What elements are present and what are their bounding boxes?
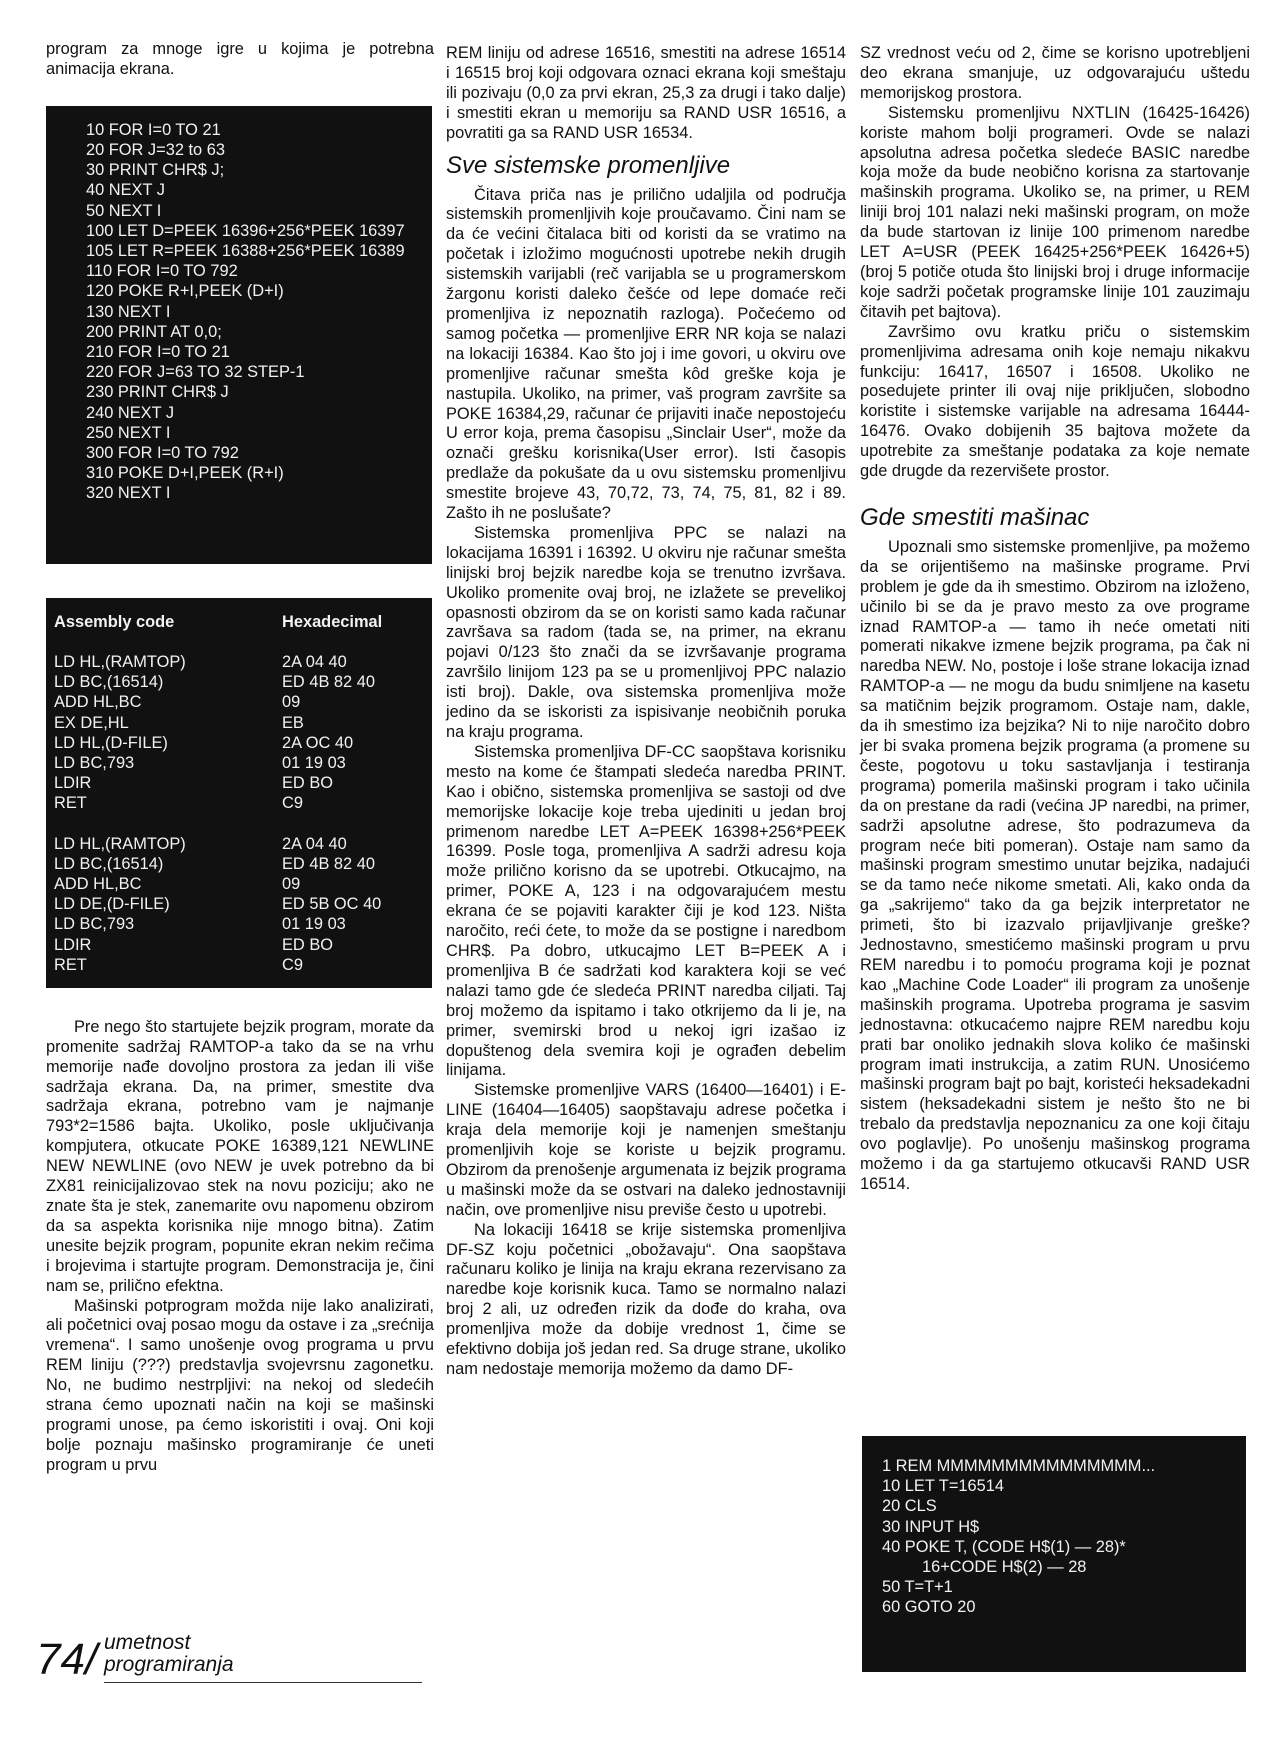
asm-instruction: LD BC,793: [54, 915, 135, 934]
code-line: 20 FOR J=32 to 63: [86, 141, 225, 160]
code-line: 50 T=T+1: [882, 1578, 953, 1597]
asm-instruction: ADD HL,BC: [54, 875, 142, 894]
assembly-row: [54, 935, 426, 955]
asm-instruction: EX DE,HL: [54, 713, 129, 732]
body-paragraph: Upoznali smo sistemske promenljive, pa možemo da se orijentišemo na mašinske programe. Prvi problem je gde da ih smestimo. Obzirom na izloženo, učinilo bi se da je pravo mesto za ove programe iznad RAMTOP-a — tamo ih neće ometati niti pomerati nikakve izmene bejzik programa, pa čak ni naredba NEW. No, postoje i loše strane lokacija iznad RAMTOP-a — ne mogu da budu snimljene na kasetu sa matičnim bejzik programom. Ostaje nam, dakle, da ih smestimo iza bejzika? Ni to nije naročito dobro jer bi svaka promena bejzik programa (a promene su česte, pogotovu u toku sastavljanja i testiranja programa) pomerila mašinski program i tako učinila da on prestane da radi (većina JP naredbi, na primer, sadrži apsolutne adrese, što podrazumeva da program neće biti pomeran). Ostaje nam samo da mašinski program smestimo unutar bejzika, nadajući se da tamo neće nikome smetati. Ali, kako onda da ga „sakrijemo“ tako da ga bejzik interpretator ne primeti, što bi izazvalo prijavljivanje greške? Jednostavno, smestićemo mašinski program u prvu REM naredbu i to pomoću programa koji je poznat kao „Machine Code Loader“ ili program za unošenje mašinskih programa. Upotreba programa je sasvim jednostavna: otkucaćemo najpre REM naredbu koju prati bar onoliko jednakih slova koliko će mašinski program imati instrukcija, a zatim RUN. Unosićemo mašinski program bajt po bajt, koristeći heksadekadni sistem (heksadekadni sistem je nešto što ne bi trebalo da predstavlja nepoznanicu za one koji čitaju ovo poglavlje). Po unošenju mašinskog programa možemo i da ga startujemo otkucavši RAND USR 16514.: [860, 537, 1250, 1193]
code-line: 240 NEXT J: [86, 403, 175, 422]
column-1: [46, 40, 434, 1476]
code-line: 220 FOR J=63 TO 32 STEP-1: [86, 363, 305, 382]
body-paragraph: Sistemsku promenljivu NXTLIN (16425-16426) koriste mahom bolji programeri. Ovde se nalazi apsolutna adresa početka sledeće BASIC naredbe koja može da bude neobično korisna za startovanje mašinskih programa. Ukoliko se, na primer, u REM liniji broj 101 nalazi neki mašinski program, on može da bude startovan iz linije 100 primenom naredbe LET A=USR (PEEK 16425+256*PEEK 16426+5) (broj 5 potiče otuda što linijski broj i druge informacije koje sadrži početak programske linije 101 zauzimaju čitavih pet bajtova).: [860, 103, 1250, 321]
assembly-table: [46, 598, 432, 988]
code-line: 16+CODE H$(2) — 28: [922, 1558, 1087, 1577]
asm-instruction: LDIR: [54, 935, 92, 954]
asm-instruction: LD BC,(16514): [54, 673, 164, 692]
body-paragraph: SZ vrednost veću od 2, čime se korisno upotrebljeni deo ekrana smanjuje, uz odgovarajuću uštedu memorijskog prostora.: [860, 44, 1250, 102]
asm-instruction: LD HL,(RAMTOP): [54, 653, 186, 672]
code-line: 120 POKE R+I,PEEK (D+I): [86, 282, 284, 301]
assembly-row: [54, 692, 426, 712]
body-paragraph: Sistemske promenljive VARS (16400—16401) i E-LINE (16404—16405) saopštavaju adrese početka i kraja dela memorije koji je namenjen smeštanju promenljivih koje se koriste u bejzik programu. Obzirom da prenošenje argumenata iz bejzik programa u mašinski može da se ostvari na daleko jednostavniji način, ove promenljive nisu previše često u upotrebi.: [446, 1081, 846, 1219]
intro-paragraph: program za mnoge igre u kojima je potrebna animacija ekrana.: [46, 40, 434, 78]
assembly-row: [54, 652, 426, 672]
assembly-column-header: Assembly code: [54, 612, 175, 631]
asm-instruction: RET: [54, 794, 87, 813]
asm-instruction: ADD HL,BC: [54, 693, 142, 712]
asm-instruction: LD BC,(16514): [54, 854, 164, 873]
section-title-line-2: programiranja: [104, 1653, 234, 1676]
asm-instruction: RET: [54, 955, 87, 974]
hex-code: 2A 04 40: [282, 653, 347, 672]
code-line: 20 CLS: [882, 1497, 937, 1516]
code-line: 105 LET R=PEEK 16388+256*PEEK 16389: [86, 242, 405, 261]
code-line: 130 NEXT I: [86, 302, 171, 321]
body-paragraph: Pre nego što startujete bejzik program, morate da promenite sadržaj RAMTOP-a tako da se na vrhu memorije nađe dovoljno prostora za jedan ili više sadržaja ekrana. Da, na primer, smestite dva sadržaja ekrana, potrebno vam je najmanje 793*2=1586 bajta. Ukoliko, posle uključivanja kompjutera, otkucate POKE 16389,121 NEWLINE NEW NEWLINE (ovo NEW je uvek potrebno da bi ZX81 reinicijalizovao stek na novu poziciju; ako ne znate šta je stek, zanemarite ovu napomenu obzirom da sa aspekta korisnika nije mnogo bitna). Zatim unesite bejzik program, popunite ekran nekim rečima i brojevima i startujte program. Demonstracija je, čini nam se, prilično efektna.: [46, 1017, 434, 1295]
section-heading: Sve sistemske promenljive: [446, 151, 731, 179]
hex-code: 09: [282, 693, 301, 712]
assembly-row: [54, 874, 426, 894]
assembly-row: [54, 753, 426, 773]
hex-code: C9: [282, 794, 303, 813]
code-line: 10 FOR I=0 TO 21: [86, 120, 221, 139]
hex-code: 09: [282, 875, 301, 894]
magazine-section-title: [104, 1632, 234, 1676]
code-line: 30 INPUT H$: [882, 1517, 980, 1536]
assembly-row: [54, 854, 426, 874]
code-line: 10 LET T=16514: [882, 1477, 1004, 1496]
hex-code: 01 19 03: [282, 915, 346, 934]
hex-code: 2A 04 40: [282, 834, 347, 853]
footer-rule: [104, 1682, 422, 1683]
hex-code: C9: [282, 955, 303, 974]
body-paragraph: Čitava priča nas je prilično udaljila od područja sistemskih promenljivih koje proučavamo. Čini nam se da će većini čitalaca biti od koristi da se vratimo na početak i izložimo mogućnosti upotrebe nekih drugih sistemskih varijabli (reč varijabla se u programerskom žargonu koristi daleko češće od lepe domaće reči promenljiva iz nepoznatih razloga). Počećemo od samog početka — promenljive ERR NR koja se nalazi na lokaciji 16384. Kao što joj i ime govori, u okviru ove promenljive računar smešta kôd greške koja je nastupila. Ukoliko, na primer, vaš program završite sa POKE 16384,29, računar će prijaviti inače nepostojeću U error koja, prema časopisu „Sinclair User“, može da označi grešku korisnika(User error). Isti časopis predlaže da pokušate da u ovu sistemsku promenljivu smestite brojeve 43, 70,72, 73, 74, 75, 81, 82 i 89. Zašto ih ne poslušate?: [446, 185, 846, 523]
column-2: [446, 44, 846, 1380]
code-line: 230 PRINT CHR$ J: [86, 383, 229, 402]
assembly-row: [54, 834, 426, 854]
hex-column-header: Hexadecimal: [282, 612, 383, 631]
hex-code: EB: [282, 713, 304, 732]
asm-instruction: LD BC,793: [54, 754, 135, 773]
code-line: 300 FOR I=0 TO 792: [86, 444, 239, 463]
hex-code: 2A OC 40: [282, 733, 354, 752]
assembly-row: [54, 914, 426, 934]
code-line: 310 POKE D+I,PEEK (R+I): [86, 464, 284, 483]
body-paragraph: Završimo ovu kratku priču o sistemskim promenljivima adresama onih koje nemaju nikakvu funkciju: 16417, 16507 i 16508. Ukoliko ne posedujete printer ili ovaj nije priključen, slobodno koristite i sistemske varijable na adresama 16444-16476. Ovako dobijenih 35 bajtova možete da upotrebite za smeštanje podataka za koje nemate gde drugde da rezervišete prostor.: [860, 322, 1250, 481]
assembly-row: [54, 672, 426, 692]
assembly-row: [54, 713, 426, 733]
body-paragraph: Sistemska promenljiva DF-CC saopštava korisniku mesto na kome će štampati sledeća naredba PRINT. Kao i obično, sistemska promenljiva se sastoji od dve memorijske lokacije koje treba ujediniti u jedan broj primenom naredbe LET A=PEEK 16398+256*PEEK 16399. Posle toga, promenljiva A sadrži adresu koja može prilično korisno da se upotrebi. Otkucajmo, na primer, POKE A, 123 i na odgovarajućem mestu ekrana će se pojaviti karakter čiji je kod 123. Ništa naročito, reći ćete, to može da se postigne i naredbom CHR$. Pa dobro, utkucajmo LET B=PEEK A i promenljiva B će sadržati kod karaktera koji se već nalazi tamo gde će sledeća PRINT naredba ciljati. Taj broj možemo da ispitamo i tako otkrijemo da li je, na primer, svemirski brod u nekoj igri izašao iz dopuštenog dela svemira koji je ograđen debelim linijama.: [446, 742, 846, 1080]
code-line: 100 LET D=PEEK 16396+256*PEEK 16397: [86, 221, 405, 240]
code-line: 320 NEXT I: [86, 484, 171, 503]
code-line: 50 NEXT I: [86, 201, 162, 220]
assembly-row: [54, 894, 426, 914]
code-line: 210 FOR I=0 TO 21: [86, 343, 230, 362]
code-line: 30 PRINT CHR$ J;: [86, 161, 225, 180]
assembly-row: [54, 733, 426, 753]
hex-code: ED BO: [282, 774, 334, 793]
body-paragraph: Sistemska promenljiva PPC se nalazi na lokacijama 16391 i 16392. U okviru nje računar smešta linijski broj bejzik naredbe koja se trenutno izvršava. Ukoliko promenite ovaj broj, ne izlažete se prevelikoj opasnosti obzirom da se on koristi samo kada računar završava sa radom (tada se, na primer, na ekranu pojavi 0/123 što znači da se izvršavanje programa završilo linijom 123 pa se u promenljivoj PPC nalazio isti broj). Dakle, ova sistemska promenljiva može jedino da se iskoristi za ispisivanje neobičnih poruka na kraju programa.: [446, 523, 846, 741]
section-heading: Gde smestiti mašinac: [860, 503, 1090, 531]
asm-spacer: [54, 814, 426, 834]
hex-code: ED 4B 82 40: [282, 673, 375, 692]
assembly-row: [54, 955, 426, 975]
hex-code: ED BO: [282, 935, 334, 954]
code-line: 60 GOTO 20: [882, 1598, 976, 1617]
code-line: 250 NEXT I: [86, 423, 171, 442]
code-line: 1 REM MMMMMMMMMMMMMMM...: [882, 1457, 1156, 1475]
code-line: 110 FOR I=0 TO 792: [86, 262, 238, 281]
basic-listing-1: [46, 106, 432, 564]
asm-instruction: LDIR: [54, 774, 92, 793]
body-paragraph: REM liniju od adrese 16516, smestiti na adrese 16514 i 16515 broj koji odgovara oznaci ekrana koji smeštaju ili pozivaju (0,0 za prvi ekran, 25,3 za drugi i tako dalje) i smestiti ekran u memoriju sa RAND USR 16516, a povratiti ga sa RAND USR 16534.: [446, 44, 846, 142]
asm-instruction: LD HL,(D-FILE): [54, 733, 168, 752]
section-title-line-1: umetnost: [104, 1631, 191, 1654]
page-number: 74/: [36, 1635, 98, 1684]
body-paragraph: Mašinski potprogram možda nije lako analizirati, ali početnici ovaj posao mogu da ostave i za „srećnija vremena“. I samo unošenje ovog programa u prvu REM liniju (???) predstavlja svojevrsnu zagonetku. No, ne budimo nestrpljivi: na nekoj od sledećih strana ćemo upoznati način na koji se mašinski programi unose, pa ćemo iskoristiti i ovaj. Oni koji bolje poznaju mašinsko programiranje će uneti program u prvu: [46, 1296, 434, 1474]
hex-code: ED 5B OC 40: [282, 895, 382, 914]
column-3: [860, 44, 1250, 1195]
asm-instruction: LD HL,(RAMTOP): [54, 834, 186, 853]
assembly-row: [54, 793, 426, 813]
asm-instruction: LD DE,(D-FILE): [54, 895, 170, 914]
hex-code: ED 4B 82 40: [282, 854, 375, 873]
code-line: 200 PRINT AT 0,0;: [86, 322, 222, 341]
hex-code: 01 19 03: [282, 754, 346, 773]
assembly-table-header: [54, 612, 426, 632]
code-line: 40 NEXT J: [86, 181, 165, 200]
code-line: 40 POKE T, (CODE H$(1) — 28)*: [882, 1537, 1126, 1556]
body-paragraph: Na lokaciji 16418 se krije sistemska promenljiva DF-SZ koju početnici „obožavaju“. Ona saopštava računaru koliko je linija na kraju ekrana rezervisano za naredbe koje korisnik kuca. Tamo se normalno nalazi broj 2 ali, uz određen rizik da dođe do kraha, ova promenljiva može da dobije vrednost 1, čime se efektivno dobija još jedan red. Sa druge strane, ukoliko nam nedostaje memorija možemo da damo DF-: [446, 1220, 846, 1378]
assembly-row: [54, 773, 426, 793]
basic-listing-2: [862, 1436, 1246, 1672]
